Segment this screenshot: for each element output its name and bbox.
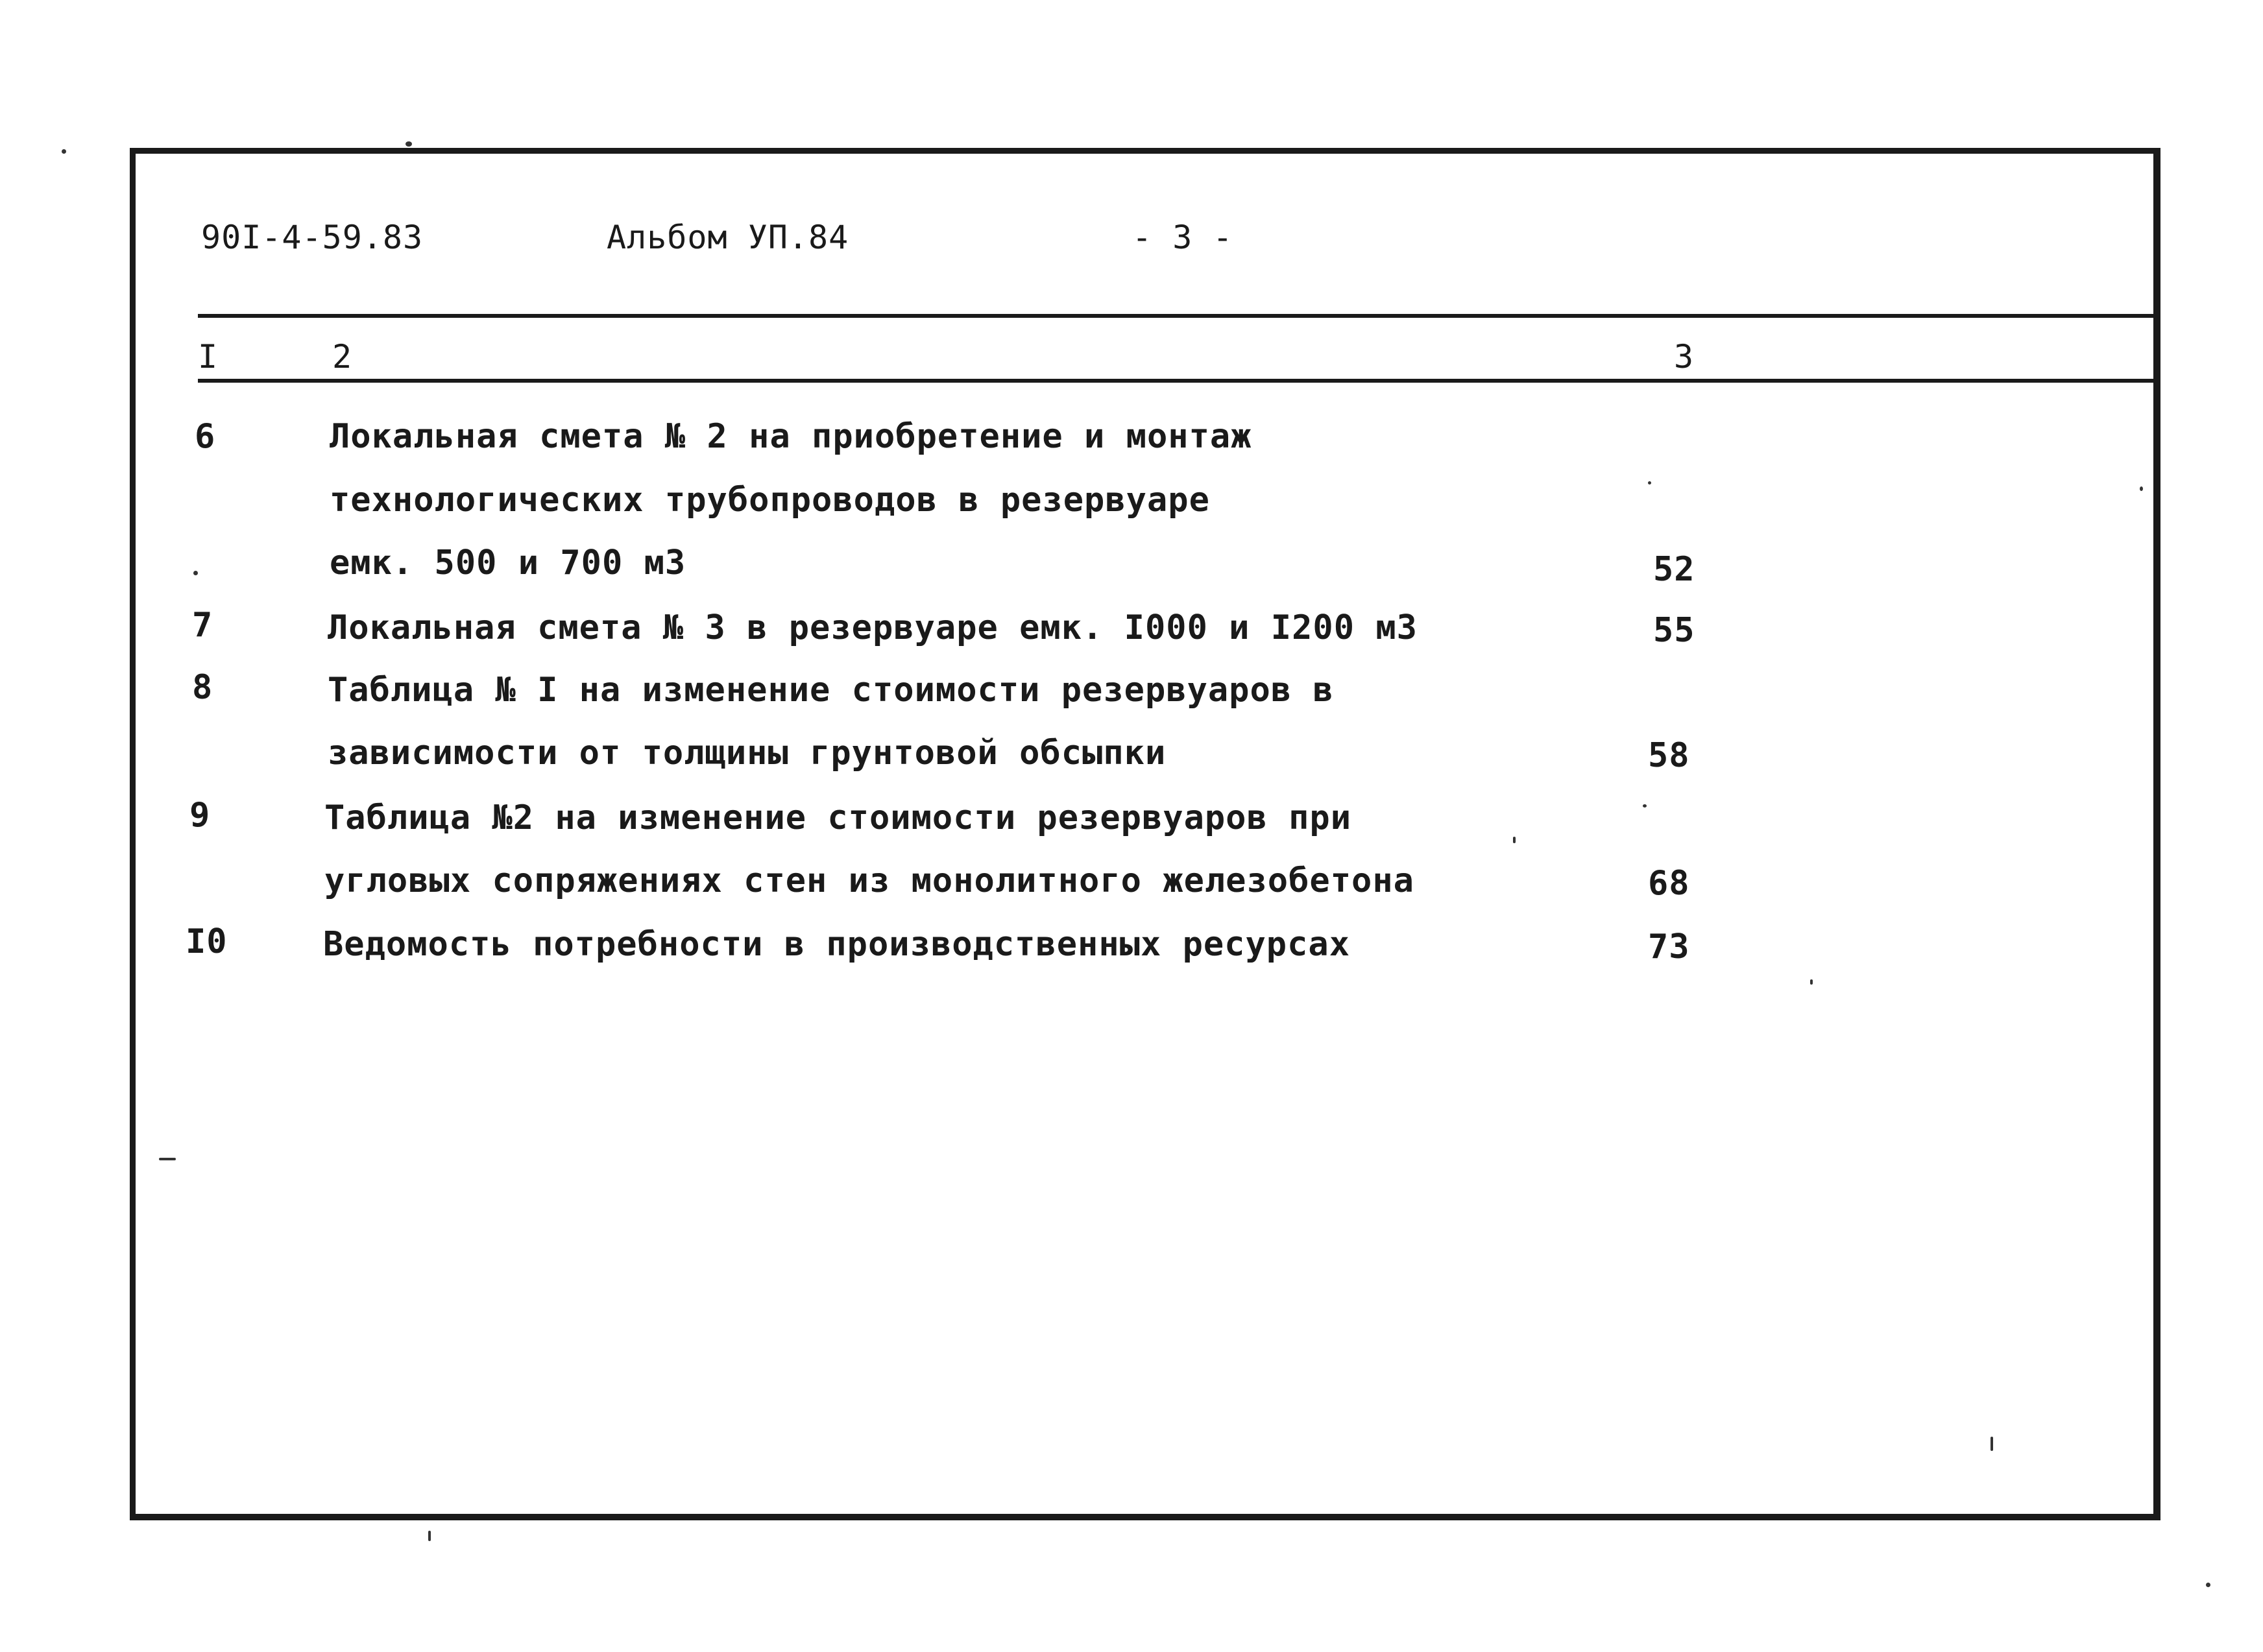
scan-speck (2140, 486, 2143, 491)
scan-speck (159, 1158, 176, 1160)
row-text-line: Локальная смета № 2 на приобретение и монтаж (330, 417, 1252, 456)
row-page: 55 (1653, 611, 1695, 650)
scan-speck (2206, 1583, 2210, 1587)
row-page: 58 (1648, 736, 1690, 775)
table-top-rule (198, 314, 2160, 318)
scan-speck (1991, 1437, 1993, 1451)
column-header-2: 2 (332, 338, 353, 376)
row-text-line: угловых сопряжениях стен из монолитного железобетона (324, 861, 1414, 900)
row-number: I0 (186, 922, 228, 961)
row-number: 6 (195, 417, 216, 456)
row-page: 52 (1653, 550, 1695, 589)
document-code: 90I-4-59.83 (201, 219, 424, 256)
row-text-line: Таблица № I на изменение стоимости резервуаров в (328, 671, 1334, 710)
scan-speck (1643, 804, 1647, 808)
row-page: 73 (1648, 928, 1690, 966)
album-label: Альбом УП.84 (607, 219, 849, 256)
row-number: 7 (192, 606, 213, 645)
scan-speck (428, 1531, 431, 1541)
row-text-line: Локальная смета № 3 в резервуаре емк. I000 и I200 м3 (328, 608, 1418, 647)
page-number: - 3 - (1132, 219, 1233, 256)
row-number: 8 (192, 668, 213, 707)
scan-speck (193, 571, 198, 575)
column-header-3: 3 (1674, 338, 1695, 376)
row-number: 9 (189, 796, 211, 835)
column-header-1: I (198, 338, 219, 376)
scan-speck (405, 141, 412, 147)
table-header-rule (198, 379, 2160, 383)
row-text-line: Таблица №2 на изменение стоимости резервуаров при (324, 798, 1352, 837)
row-text-line: емк. 500 и 700 м3 (330, 544, 686, 582)
scan-speck (1648, 481, 1651, 485)
row-text-line: зависимости от толщины грунтовой обсыпки (328, 734, 1167, 772)
row-text-line: Ведомость потребности в производственных ресурсах (323, 925, 1351, 964)
row-text-line: технологических трубопроводов в резервуаре (330, 481, 1210, 520)
scan-speck (1513, 837, 1516, 843)
scan-speck (1810, 979, 1813, 985)
scan-speck (62, 149, 66, 154)
row-page: 68 (1648, 864, 1690, 903)
